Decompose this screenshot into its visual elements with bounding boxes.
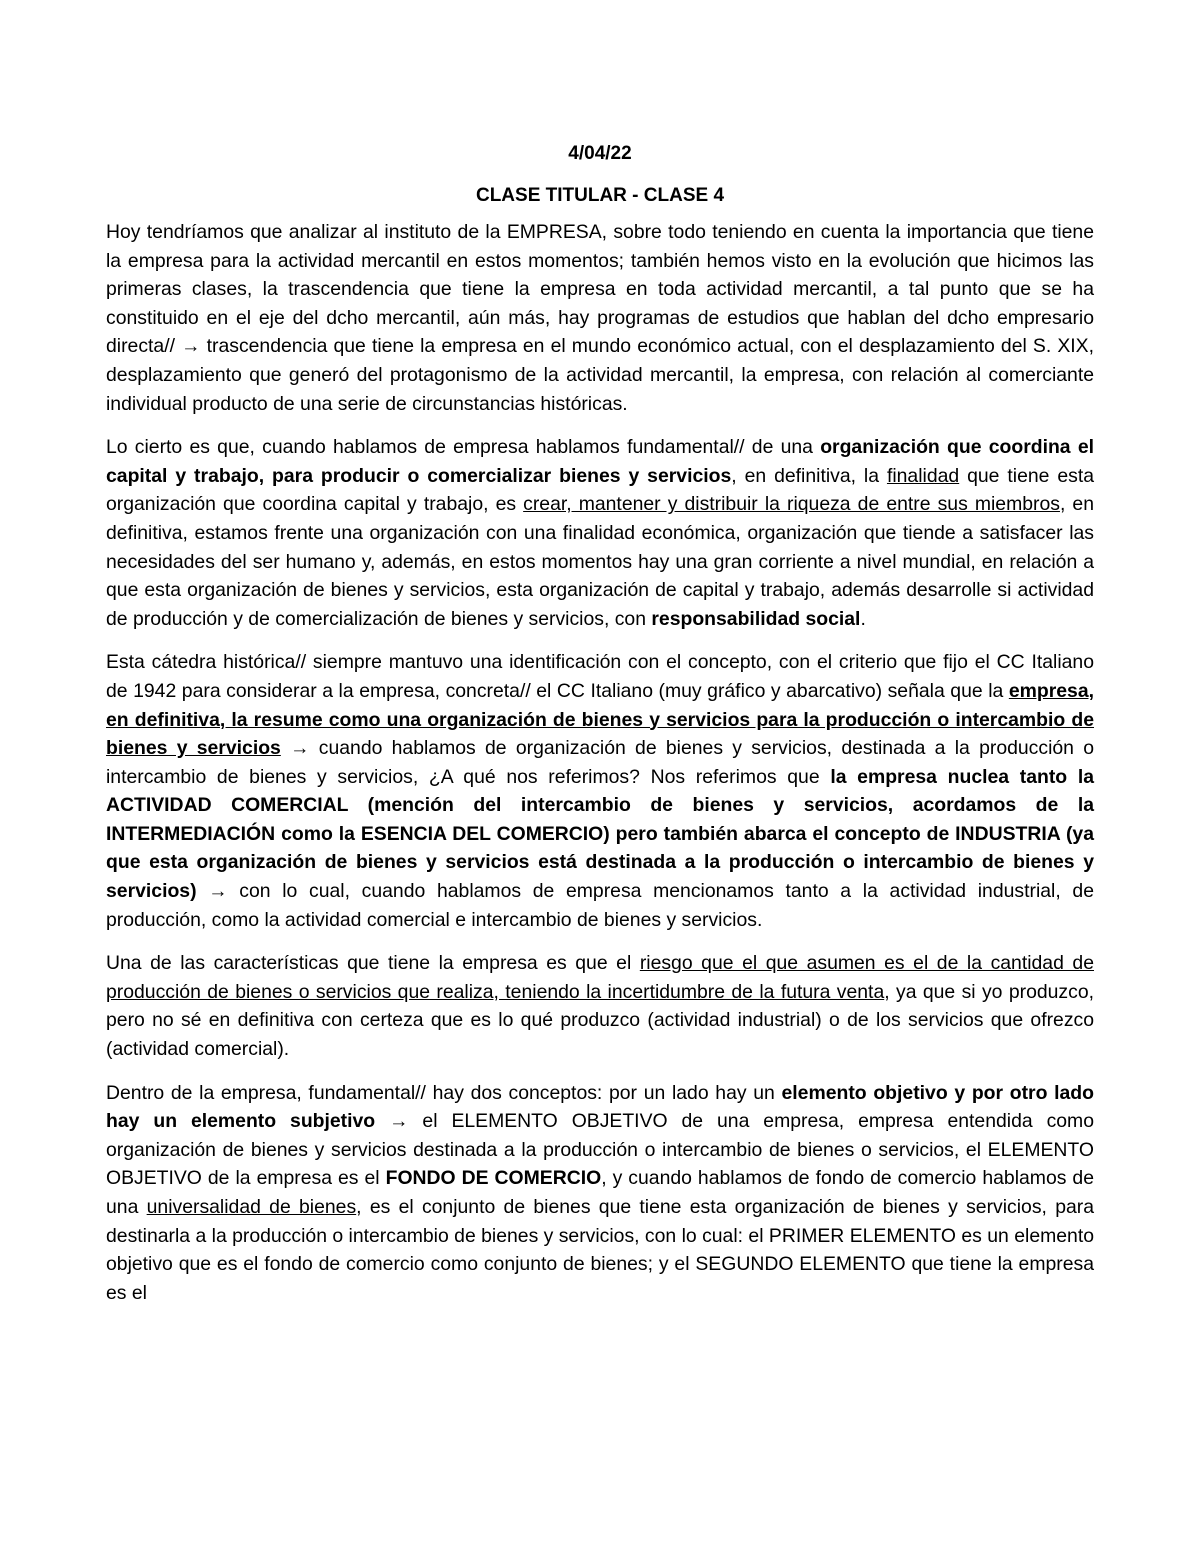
arrow-icon: → bbox=[290, 737, 310, 760]
paragraph-1-text: Hoy tendríamos que analizar al instituto de la EMPRESA, sobre todo teniendo en cuenta la importancia que tiene la empresa para la actividad mercantil en estos momentos; también hemos visto en la evolución que hicimos las primeras clases, la trascendencia que tiene la empresa en toda actividad mercantil, a tal punto que se ha constituido en el eje del dcho mercantil, aún más, hay programas de estudios que hablan del dcho empresario directa// bbox=[106, 221, 1094, 358]
paragraph-4-underline-risk: riesgo que el que asumen es el de la cantidad de producción de bienes o servicios que realiza, teniendo la incertidumbre de la futura venta bbox=[106, 952, 1094, 1003]
paragraph-3 bbox=[106, 648, 1094, 934]
paragraph-3-bold-nucleus: la empresa nuclea tanto la ACTIVIDAD COMERCIAL (mención del intercambio de bienes y servicios, acordamos de la INTERMEDIACIÓN como la ESENCIA DEL COMERCIO) pero también abarca el concepto de INDUSTRIA (ya que esta organización de bienes y servicios está destinada a la producción o intercambio de bienes y servicios) bbox=[106, 765, 1095, 903]
paragraph-1 bbox=[106, 218, 1094, 418]
paragraph-3-text-c: cuando hablamos de organización de bienes y servicios, destinada a la producción o intercambio de bienes y servicios, ¿A qué nos referimos? Nos referimos que bbox=[106, 737, 1094, 788]
arrow-icon: → bbox=[389, 1110, 409, 1133]
paragraph-5-bold-fondo: FONDO DE COMERCIO bbox=[385, 1167, 602, 1190]
paragraph-2-text-a: Lo cierto es que, cuando hablamos de empresa hablamos fundamental// de una bbox=[106, 436, 821, 459]
paragraph-3-text-e: con lo cual, cuando hablamos de empresa mencionamos tanto a la actividad industrial, de producción, como la actividad comercial e intercambio de bienes y servicios. bbox=[106, 880, 1094, 931]
paragraph-5-text-g: , es el conjunto de bienes que tiene esta organización de bienes y servicios, para destinarla a la producción o intercambio de bienes y servicios, con lo cual: el PRIMER ELEMENTO es un elemento objetivo que es el fondo de comercio como conjunto de bienes; y el SEGUNDO ELEMENTO que tiene la empresa es el bbox=[106, 1196, 1095, 1304]
document-page bbox=[106, 140, 1094, 1322]
paragraph-2 bbox=[106, 433, 1094, 633]
document-date: 4/04/22 bbox=[568, 143, 632, 164]
paragraph-2-text-g: , en definitiva, estamos frente una organización con una finalidad económica, organización que tiende a satisfacer las necesidades del ser humano y, además, en estos momentos hay una gran corriente a nivel mundial, en relación a que esta organización de bienes y servicios, esta organización de capital y trabajo, además desarrolle si actividad de producción y de comercialización de bienes y servicios, con bbox=[106, 493, 1095, 630]
arrow-icon: → bbox=[181, 335, 201, 358]
paragraph-5-underline-universalidad: universalidad de bienes bbox=[146, 1196, 357, 1218]
paragraph-4 bbox=[106, 949, 1094, 1063]
paragraph-2-text-e: que tiene esta organización que coordina capital y trabajo, es bbox=[106, 464, 1095, 516]
paragraph-5-bold-elements: elemento objetivo y por otro lado hay un elemento subjetivo bbox=[106, 1081, 1094, 1133]
paragraph-5 bbox=[106, 1079, 1094, 1308]
arrow-icon: → bbox=[208, 880, 228, 903]
paragraph-2-bold-definition: organización que coordina el capital y trabajo, para producir o comercializar bienes y servicios bbox=[106, 436, 1094, 487]
document-title: CLASE TITULAR - CLASE 4 bbox=[475, 185, 725, 206]
paragraph-5-text-a: Dentro de la empresa, fundamental// hay dos conceptos: por un lado hay un bbox=[106, 1081, 782, 1104]
paragraph-2-text-c: , en definitiva, la bbox=[731, 464, 887, 487]
paragraph-3-bold-underline-definition: empresa, en definitiva, la resume como una organización de bienes y servicios para la producción o intercambio de bienes y servicios bbox=[106, 679, 1094, 760]
paragraph-2-bold-responsibility: responsabilidad social bbox=[651, 607, 861, 630]
paragraph-1-text-after: trascendencia que tiene la empresa en el mundo económico actual, con el desplazamiento del S. XIX, desplazamiento que generó del protagonismo de la actividad mercantil, la empresa, con relación al comerciante individual producto de una serie de circunstancias históricas. bbox=[106, 335, 1094, 415]
paragraph-4-text-a: Una de las características que tiene la empresa es que el bbox=[106, 952, 640, 975]
paragraph-5-text-e: , y cuando hablamos de fondo de comercio hablamos de una bbox=[106, 1167, 1094, 1218]
paragraph-2-underline-purpose: crear, mantener y distribuir la riqueza de entre sus miembros bbox=[523, 493, 1060, 516]
paragraph-5-text-c: el ELEMENTO OBJETIVO de una empresa, empresa entendida como organización de bienes y servicios destinada a la producción o intercambio de bienes o servicios, el ELEMENTO OBJETIVO de la empresa es el bbox=[106, 1110, 1094, 1190]
paragraph-3-text-a: Esta cátedra histórica// siempre mantuvo una identificación con el concepto, con el criterio que fijo el CC Italiano de 1942 para considerar a la empresa, concreta// el CC Italiano (muy gráfico y abarcativo) señala que la bbox=[106, 651, 1094, 702]
paragraph-2-underline-finalidad: finalidad bbox=[886, 464, 960, 487]
paragraph-4-text-c: , ya que si yo produzco, pero no sé en definitiva con certeza que es lo qué produzco (actividad industrial) o de los servicios que ofrezco (actividad comercial). bbox=[106, 980, 1094, 1061]
paragraph-2-text-i: . bbox=[860, 607, 866, 630]
